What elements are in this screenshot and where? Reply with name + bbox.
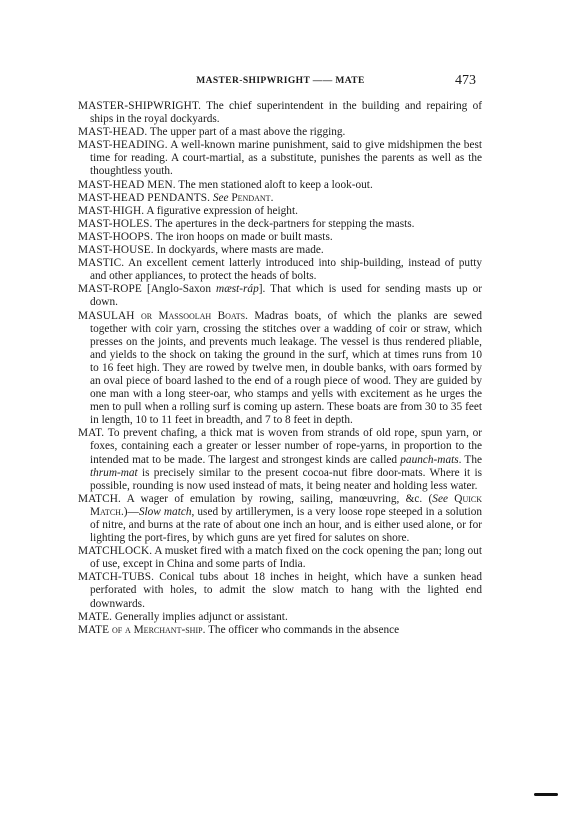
headword: MAST-HEAD.	[78, 126, 148, 139]
headword: MATCH-TUBS.	[78, 571, 155, 584]
definition: is precisely similar to the present cocoa-nut fibre door-mats. Where it is possible, rounding is now used instead of mats, it being neater and holding less water.	[90, 466, 482, 492]
entry-mastic	[78, 257, 482, 283]
definition: . Madras boats, of which the planks are sewed together with coir yarn, crossing the stitches over a wadding of coir or straw, which presses on the joints, and prevents much leakage. The vessel is thus rendered pliable, and yields to the shock on taking the ground in the surf, which at times runs from 10 to 16 feet high. They are rowed by twelve men, in double banks, with oars formed by an oval piece of board lashed to the end of a rough piece of wood. They are guided by one man with a long steer-oar, who stamps and yells with excitement as he urges the men to pull when a rolling surf is coming up astern. These boats are from 30 to 35 feet in length, 10 to 11 feet in breadth, and 7 to 8 feet in depth.	[90, 309, 482, 427]
entries-column	[78, 100, 482, 637]
etymology: mæst-ráp	[216, 283, 259, 296]
definition: , used by artillerymen, is a very loose rope steeped in a solution of nitre, and burns at the rate of about one inch an hour, and is either used alone, or for lighting the port-fires, by which guns are yet fired for salutes on shore.	[90, 505, 482, 545]
definition: To prevent chafing, a thick mat is woven from strands of old rope, spun yarn, or foxes, containing each a greater or lesser number of rope-yarns, in proportion to the intended mat to be made. The largest and strongest kinds are called	[90, 427, 482, 466]
headword: MATCHLOCK.	[78, 545, 153, 558]
running-head	[0, 73, 561, 92]
definition: . The officer who commands in the absence	[202, 623, 400, 636]
definition: A musket fired with a match fixed on the cock opening the pan; long out of use, except in China and some parts of India.	[90, 545, 482, 571]
entry-match-tubs	[78, 571, 482, 610]
headword: MAST-HIGH.	[78, 204, 145, 217]
entry-mast-rope	[78, 283, 482, 309]
headword: MAST-HEADING.	[78, 139, 168, 152]
headword: MATE.	[78, 610, 113, 623]
definition: A wager of emulation by rowing, sailing, manœuvring, &c. (	[120, 492, 433, 505]
italic-term: thrum-mat	[90, 466, 138, 479]
entry-mat	[78, 427, 482, 492]
headword: MASTIC.	[78, 257, 125, 270]
headword: MATE	[78, 623, 110, 636]
headword: MATCH.	[78, 492, 121, 505]
headword: MAST-HEAD MEN.	[78, 178, 176, 191]
definition: The apertures in the deck-partners for stepping the masts.	[152, 217, 415, 230]
entry-mast-hoops	[78, 231, 482, 244]
cross-reference: Quick Match	[90, 492, 482, 518]
headword: MAST-HEAD PENDANTS.	[78, 191, 211, 204]
definition: The upper part of a mast above the rigging.	[147, 126, 346, 139]
definition: Conical tubs about 18 inches in height, which have a sunken head perforated with holes, to admit the slow match to hang with the lighted end downwards.	[90, 571, 482, 610]
definition: ]. That which is used for sending masts up or down.	[90, 283, 482, 309]
definition: The chief superintendent in the building and repairing of ships in the royal dockyards.	[90, 100, 482, 126]
entry-mast-head-men	[78, 179, 482, 192]
definition: A well-known marine punishment, said to give midshipmen the best time for reading. A court-martial, as a substitute, punishes the parents as well as the thoughtless youth.	[90, 139, 482, 178]
definition: [Anglo-Saxon	[141, 283, 217, 296]
definition: The men stationed aloft to keep a look-out.	[175, 178, 373, 191]
headword: MAT.	[78, 427, 105, 440]
scan-edge-mark	[534, 793, 558, 796]
see-reference: See	[212, 191, 229, 204]
definition: A figurative expression of height.	[144, 204, 298, 217]
headword: MASTER-SHIPWRIGHT.	[78, 100, 202, 112]
entry-masulah	[78, 310, 482, 428]
headword: MAST-HOOPS.	[78, 230, 154, 243]
definition: Generally implies adjunct or assistant.	[112, 610, 288, 623]
punctuation: .	[270, 191, 274, 204]
conjunction: or	[134, 309, 159, 322]
definition: An excellent cement latterly introduced into ship-building, instead of putty and other appliances, to protect the heads of bolts.	[90, 257, 482, 283]
entry-mast-house	[78, 244, 482, 257]
entry-match	[78, 493, 482, 545]
entry-mast-heading	[78, 139, 482, 178]
headword: MAST-HOUSE.	[78, 244, 154, 257]
definition: In dockyards, where masts are made.	[153, 244, 324, 257]
entry-mast-holes	[78, 218, 482, 231]
italic-term: paunch-mats	[400, 453, 459, 466]
entry-mast-head	[78, 126, 482, 139]
see-reference: See	[432, 492, 448, 505]
page-number: 473	[455, 73, 476, 88]
definition: The iron hoops on made or built masts.	[153, 230, 333, 243]
italic-term: Slow match	[138, 505, 192, 518]
headword: MAST-HOLES.	[78, 217, 153, 230]
entry-mast-high	[78, 205, 482, 218]
alternate-headword: Massoolah Boats	[158, 309, 246, 322]
headword: MAST-ROPE	[78, 283, 142, 296]
entry-mast-head-pendants	[78, 192, 482, 205]
running-head-title: MASTER-SHIPWRIGHT —— MATE	[196, 76, 365, 86]
entry-matchlock	[78, 545, 482, 571]
alternate-headword: Merchant-ship	[133, 623, 203, 636]
conjunction: of a	[109, 623, 134, 636]
definition: . The	[458, 453, 482, 466]
punctuation: .)—	[120, 505, 139, 518]
cross-reference: Pendant	[231, 191, 271, 204]
entry-mate-merchant-ship	[78, 624, 482, 637]
entry-mate	[78, 611, 482, 624]
entry-master-shipwright	[78, 100, 482, 126]
headword: MASULAH	[78, 309, 135, 322]
